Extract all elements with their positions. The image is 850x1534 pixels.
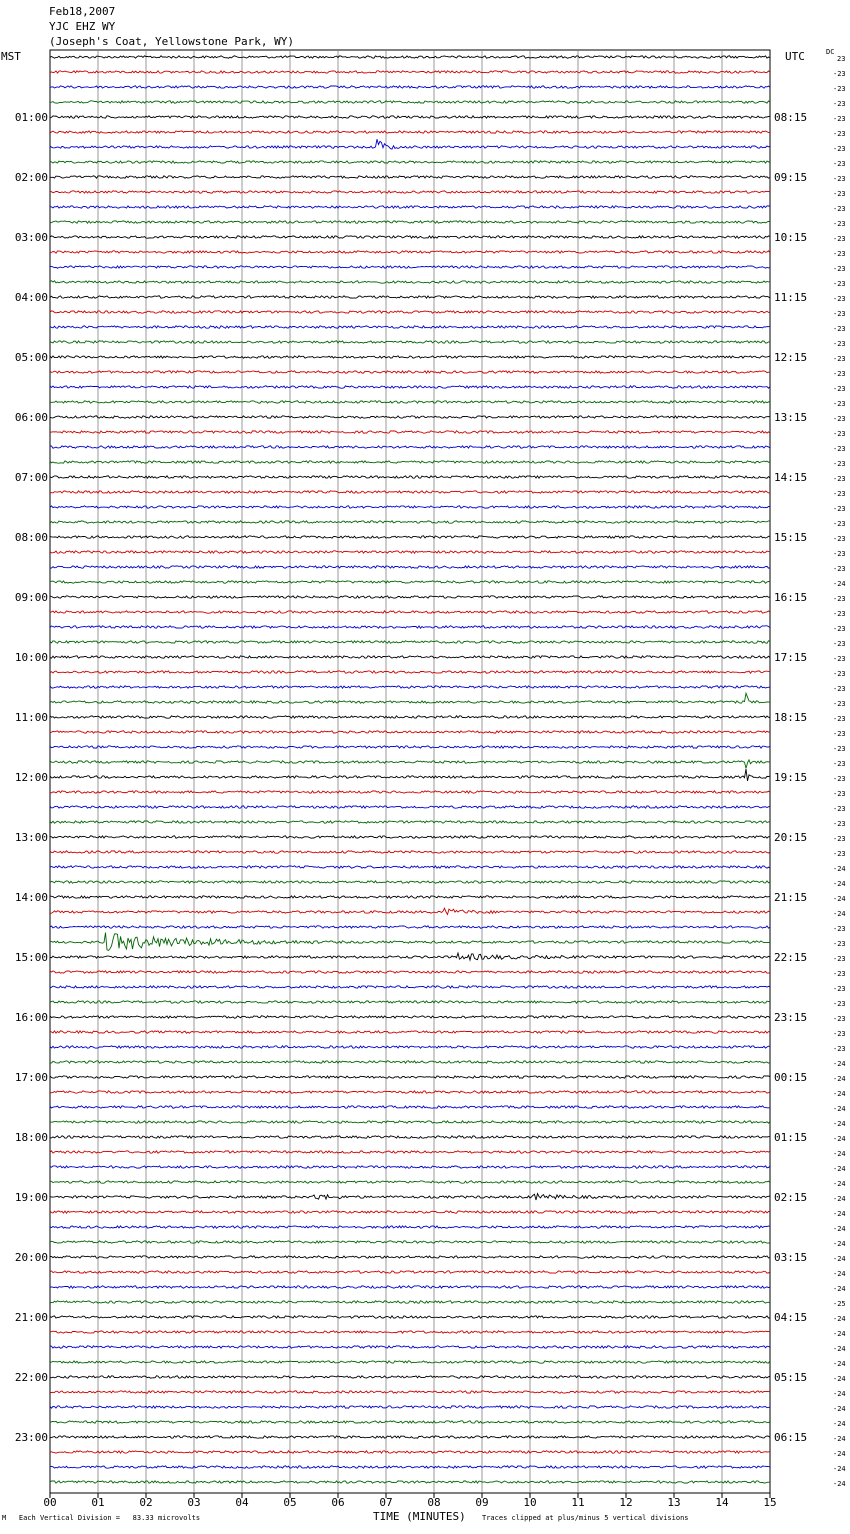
dc-offset-label: -23 [833,190,846,198]
dc-offset-label: -24 [833,910,846,918]
utc-hour-label: 10:15 [774,231,808,244]
dc-offset-label: -23 [833,205,846,213]
dc-offset-label: -23 [833,685,846,693]
dc-offset-label: -23 [833,445,846,453]
trace-54 [50,866,770,868]
trace-94 [50,1466,770,1468]
dc-offset-label: -23 [833,1015,846,1023]
mst-hour-label: 17:00 [14,1071,48,1084]
dc-offset-label: -23 [833,970,846,978]
dc-offset-label: -23 [833,280,846,288]
dc-offset-label: -24 [833,1135,846,1143]
trace-42 [50,686,770,688]
dc-offset-label: -24 [833,1195,846,1203]
trace-15 [50,281,770,283]
dc-offset-label: -23 [833,925,846,933]
trace-61 [50,971,770,973]
dc-offset-label: -24 [833,1105,846,1113]
x-tick-label: 05 [283,1496,297,1509]
trace-28 [50,476,770,478]
dc-offset-label: -24 [833,1270,846,1278]
trace-51 [50,821,770,823]
x-tick-label: 01 [91,1496,105,1509]
dc-offset-label: -24 [833,1240,846,1248]
trace-84 [50,1316,770,1318]
mst-hour-label: 21:00 [14,1311,48,1324]
trace-11 [50,221,770,223]
x-tick-label: 04 [235,1496,249,1509]
trace-40 [50,656,770,658]
dc-offset-label: -23 [833,430,846,438]
trace-47 [50,760,770,769]
location-label: (Joseph's Coat, Yellowstone Park, WY) [49,35,295,48]
utc-hour-label: 08:15 [774,111,808,124]
dc-offset-label: -24 [833,580,846,588]
trace-67 [50,1061,770,1063]
x-tick-label: 13 [667,1496,681,1509]
trace-27 [50,461,770,463]
trace-18 [50,326,770,328]
mst-hour-label: 14:00 [14,891,48,904]
trace-26 [50,446,770,448]
utc-hour-label: 00:15 [774,1071,808,1084]
dc-offset-label: -23 [833,235,846,243]
dc-offset-label: -24 [833,1360,846,1368]
trace-58 [50,926,770,928]
dc-offset-label: -24 [833,1345,846,1353]
trace-48 [50,769,770,781]
dc-offset-label: -23 [833,85,846,93]
mst-hour-label: 06:00 [14,411,48,424]
trace-79 [50,1241,770,1243]
trace-16 [50,296,770,298]
trace-66 [50,1046,770,1048]
dc-offset-label: -23 [833,145,846,153]
trace-41 [50,671,770,673]
trace-5 [50,131,770,133]
trace-81 [50,1271,770,1273]
dc-offset-label: -23 [833,115,846,123]
utc-hour-label: 16:15 [774,591,808,604]
trace-2 [50,86,770,88]
trace-25 [50,431,770,433]
x-tick-label: 08 [427,1496,441,1509]
trace-60 [50,953,770,960]
trace-82 [50,1286,770,1288]
trace-35 [50,581,770,583]
mst-hour-label: 02:00 [14,171,48,184]
dc-offset-label: -24 [833,1075,846,1083]
dc-offset-label: -24 [833,1435,846,1443]
trace-56 [50,896,770,898]
dc-offset-label: -23 [833,310,846,318]
dc-offset-label: -23 [833,295,846,303]
trace-65 [50,1031,770,1033]
dc-offset-label: -24 [833,1315,846,1323]
mst-hour-label: 12:00 [14,771,48,784]
trace-59 [50,933,770,951]
trace-80 [50,1256,770,1258]
utc-hour-label: 17:15 [774,651,808,664]
mst-hour-label: 05:00 [14,351,48,364]
dc-offset-label: -23 [833,730,846,738]
trace-75 [50,1181,770,1183]
dc-offset-label: -24 [833,1225,846,1233]
x-tick-label: 12 [619,1496,633,1509]
trace-89 [50,1391,770,1393]
x-tick-label: 15 [763,1496,777,1509]
dc-offset-label: -23 [833,520,846,528]
trace-52 [50,836,770,838]
utc-hour-label: 20:15 [774,831,808,844]
trace-83 [50,1301,770,1303]
x-tick-label: 02 [139,1496,153,1509]
trace-38 [50,626,770,628]
dc-offset-label: -24 [833,1090,846,1098]
mst-hour-label: 09:00 [14,591,48,604]
trace-34 [50,566,770,568]
dc-offset-label: -24 [833,1150,846,1158]
utc-hour-label: 15:15 [774,531,808,544]
trace-90 [50,1406,770,1408]
trace-74 [50,1166,770,1168]
dc-offset-label: -23 [833,130,846,138]
trace-21 [50,371,770,373]
dc-offset-label: -23 [833,355,846,363]
dc-offset-label: -23 [833,400,846,408]
dc-offset-label: -23 [833,775,846,783]
dc-offset-label: -23 [833,805,846,813]
mst-hour-label: 22:00 [14,1371,48,1384]
trace-10 [50,206,770,208]
dc-offset-label: -23 [833,790,846,798]
x-tick-label: 00 [43,1496,57,1509]
dc-offset-label: -24 [833,1375,846,1383]
dc-offset-label: -23 [833,955,846,963]
trace-87 [50,1361,770,1363]
trace-86 [50,1346,770,1348]
dc-offset-label: -23 [833,475,846,483]
trace-36 [50,596,770,598]
trace-30 [50,506,770,508]
trace-62 [50,986,770,988]
dc-offset-label: -23 [833,265,846,273]
utc-hour-label: 12:15 [774,351,808,364]
x-tick-label: 03 [187,1496,201,1509]
trace-24 [50,416,770,418]
dc-offset-label: -23 [833,460,846,468]
dc-offset-label: -23 [833,550,846,558]
dc-label: DC [826,48,835,56]
dc-offset-label: -23 [833,820,846,828]
trace-0 [50,56,770,58]
utc-hour-label: 22:15 [774,951,808,964]
mst-hour-label: 11:00 [14,711,48,724]
utc-hour-label: 04:15 [774,1311,808,1324]
dc-offset-label: -23 [833,340,846,348]
mst-hour-label: 20:00 [14,1251,48,1264]
trace-3 [50,101,770,103]
dc-offset-label: -23 [833,745,846,753]
dc-offset-label: -23 [833,160,846,168]
trace-57 [50,908,770,914]
trace-17 [50,311,770,313]
trace-13 [50,251,770,253]
utc-hour-label: 21:15 [774,891,808,904]
dc-offset-label: -23 [833,715,846,723]
trace-19 [50,341,770,343]
dc-offset-label: -23 [833,850,846,858]
dc-offset-label: -23 [833,250,846,258]
dc-offset-label: 23 [837,55,846,63]
trace-44 [50,716,770,718]
utc-hour-label: 14:15 [774,471,808,484]
trace-92 [50,1436,770,1438]
trace-95 [50,1481,770,1483]
trace-1 [50,71,770,73]
mst-hour-label: 04:00 [14,291,48,304]
mst-hour-label: 03:00 [14,231,48,244]
trace-37 [50,611,770,613]
dc-offset-label: -23 [833,940,846,948]
trace-88 [50,1376,770,1378]
trace-14 [50,266,770,268]
dc-offset-label: -24 [833,1120,846,1128]
dc-offset-label: -24 [833,1330,846,1338]
trace-69 [50,1091,770,1093]
x-axis-title: TIME (MINUTES) [373,1510,466,1523]
vertical-division-note: Each Vertical Division = 83.33 microvolts [18,1514,201,1522]
dc-offset-label: -23 [833,325,846,333]
dc-offset-label: -24 [833,895,846,903]
left-timezone-label: MST [1,50,21,63]
trace-46 [50,746,770,748]
scale-marker: M [2,1514,7,1522]
dc-offset-label: -24 [833,1285,846,1293]
dc-offset-label: -24 [833,1405,846,1413]
dc-offset-label: -23 [833,835,846,843]
right-timezone-label: UTC [785,50,805,63]
trace-70 [50,1106,770,1108]
dc-offset-label: -24 [833,1165,846,1173]
station-label: YJC EHZ WY [49,20,116,33]
trace-23 [50,401,770,403]
trace-32 [50,536,770,538]
trace-33 [50,551,770,553]
dc-offset-label: -23 [833,760,846,768]
dc-offset-label: -23 [833,610,846,618]
clip-note: Traces clipped at plus/minus 5 vertical divisions [482,1514,689,1522]
trace-63 [50,1001,770,1003]
utc-hour-label: 13:15 [774,411,808,424]
dc-offset-label: -24 [833,880,846,888]
trace-77 [50,1211,770,1213]
trace-22 [50,386,770,388]
utc-hour-label: 01:15 [774,1131,808,1144]
dc-offset-label: -24 [833,1390,846,1398]
dc-offset-label: -24 [833,1060,846,1068]
trace-20 [50,356,770,358]
trace-71 [50,1121,770,1123]
trace-39 [50,641,770,643]
trace-93 [50,1451,770,1453]
dc-offset-label: -23 [833,385,846,393]
mst-hour-label: 13:00 [14,831,48,844]
dc-offset-label: -24 [833,1255,846,1263]
trace-12 [50,236,770,238]
dc-offset-label: -23 [833,625,846,633]
trace-85 [50,1331,770,1333]
trace-6 [50,139,770,149]
mst-hour-label: 23:00 [14,1431,48,1444]
x-tick-label: 06 [331,1496,345,1509]
dc-offset-label: -24 [833,1480,846,1488]
trace-4 [50,116,770,118]
dc-offset-label: -23 [833,565,846,573]
trace-91 [50,1421,770,1423]
dc-offset-label: -23 [833,640,846,648]
x-tick-label: 10 [523,1496,537,1509]
utc-hour-label: 18:15 [774,711,808,724]
trace-53 [50,851,770,853]
trace-78 [50,1226,770,1228]
trace-64 [50,1016,770,1018]
dc-offset-label: -23 [833,1045,846,1053]
utc-hour-label: 05:15 [774,1371,808,1384]
trace-68 [50,1076,770,1078]
dc-offset-label: -23 [833,700,846,708]
x-tick-label: 14 [715,1496,729,1509]
dc-offset-label: -25 [833,1300,846,1308]
trace-76 [50,1194,770,1200]
dc-offset-label: -24 [833,1450,846,1458]
dc-offset-label: -23 [833,415,846,423]
dc-offset-label: -24 [833,1420,846,1428]
dc-offset-label: -23 [833,670,846,678]
dc-offset-label: -24 [833,1465,846,1473]
trace-8 [50,176,770,178]
trace-29 [50,491,770,493]
mst-hour-label: 15:00 [14,951,48,964]
trace-45 [50,731,770,733]
utc-hour-label: 19:15 [774,771,808,784]
trace-73 [50,1151,770,1153]
utc-hour-label: 06:15 [774,1431,808,1444]
trace-72 [50,1136,770,1138]
x-tick-label: 09 [475,1496,489,1509]
mst-hour-label: 07:00 [14,471,48,484]
dc-offset-label: -23 [833,370,846,378]
utc-hour-label: 09:15 [774,171,808,184]
dc-offset-label: -23 [833,595,846,603]
trace-31 [50,521,770,523]
date-label: Feb18,2007 [49,5,116,18]
x-tick-label: 11 [571,1496,585,1509]
dc-offset-label: -23 [833,535,846,543]
utc-hour-label: 02:15 [774,1191,808,1204]
dc-offset-label: -24 [833,1180,846,1188]
dc-offset-label: -23 [833,175,846,183]
dc-offset-label: -24 [833,1210,846,1218]
mst-hour-label: 16:00 [14,1011,48,1024]
trace-49 [50,791,770,793]
dc-offset-label: -23 [833,490,846,498]
dc-offset-label: -23 [833,505,846,513]
dc-offset-label: -23 [833,985,846,993]
trace-50 [50,806,770,808]
dc-offset-label: -23 [833,655,846,663]
trace-55 [50,881,770,883]
dc-offset-label: -23 [833,220,846,228]
utc-hour-label: 11:15 [774,291,808,304]
dc-offset-label: -24 [833,865,846,873]
mst-hour-label: 01:00 [14,111,48,124]
mst-hour-label: 10:00 [14,651,48,664]
dc-offset-label: -23 [833,100,846,108]
x-tick-label: 07 [379,1496,393,1509]
trace-9 [50,191,770,193]
dc-offset-label: -23 [833,70,846,78]
mst-hour-label: 08:00 [14,531,48,544]
footer-scale [2,1514,200,1522]
mst-hour-label: 18:00 [14,1131,48,1144]
trace-43 [50,693,770,703]
utc-hour-label: 23:15 [774,1011,808,1024]
trace-7 [50,161,770,163]
dc-offset-label: -23 [833,1030,846,1038]
mst-hour-label: 19:00 [14,1191,48,1204]
dc-offset-label: -23 [833,1000,846,1008]
utc-hour-label: 03:15 [774,1251,808,1264]
